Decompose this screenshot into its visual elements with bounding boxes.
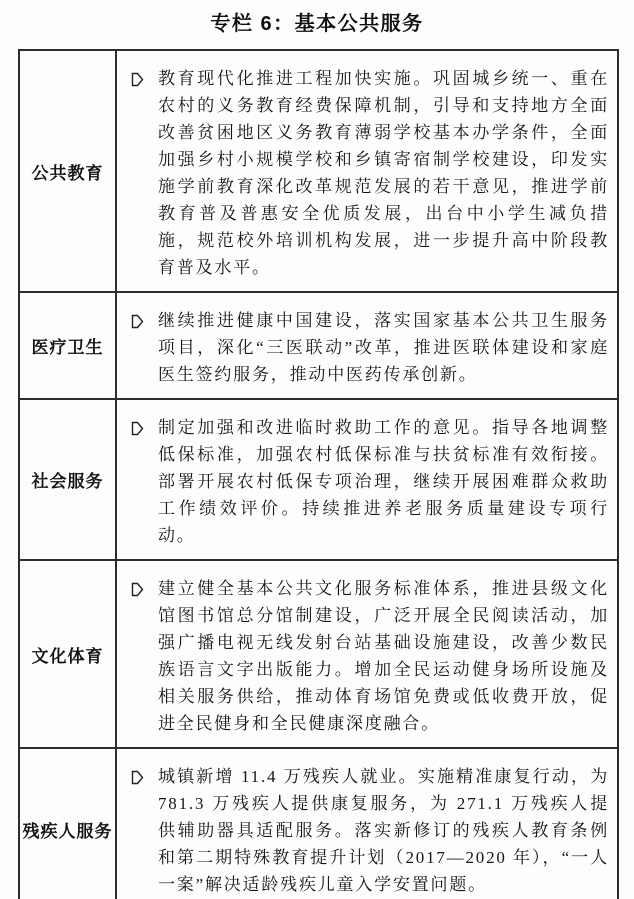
row-text: 制定加强和改进临时救助工作的意见。指导各地调整低保标准，加强农村低保标准与扶贫标准有效衔接。部署开展农村低保专项治理，继续开展困难群众救助工作绩效评价。持续推进养老服务质量建设专项行动。 xyxy=(158,418,609,545)
table-row xyxy=(20,400,617,561)
row-text: 继续推进健康中国建设，落实国家基本公共卫生服务项目，深化“三医联动”改革，推进医联体建设和家庭医生签约服务，推动中医药传承创新。 xyxy=(158,311,609,384)
row-text: 城镇新增 11.4 万残疾人就业。实施精准康复行动，为 781.3 万残疾人提供康复服务，为 271.1 万残疾人提供辅助器具适配服务。落实新修订的残疾人教育条例和第二期特殊教育提升计划（2017—2020 年），“一人一案”解决适龄残疾儿童入学安置问题。 xyxy=(158,767,609,894)
row-text: 教育现代化推进工程加快实施。巩固城乡统一、重在农村的义务教育经费保障机制，引导和支持地方全面改善贫困地区义务教育薄弱学校基本办学条件，全面加强乡村小规模学校和乡镇寄宿制学校建设，印发实施学前教育深化改革规范发展的若干意见，推进学前教育普及普惠安全优质发展，出台中小学生减负措施，规范校外培训机构发展，进一步提升高中阶段教育普及水平。 xyxy=(158,69,609,277)
page-title: 专栏 6：基本公共服务 xyxy=(210,13,424,35)
table-row xyxy=(20,51,617,293)
row-content xyxy=(117,400,617,559)
right-arrow-bullet-icon xyxy=(131,72,144,87)
right-arrow-bullet-icon xyxy=(131,582,144,597)
table-row xyxy=(20,561,617,749)
row-label: 医疗卫生 xyxy=(20,293,117,398)
right-arrow-bullet-icon xyxy=(131,314,144,329)
table-row xyxy=(20,749,617,899)
row-content xyxy=(117,749,617,899)
basic-public-services-table xyxy=(18,49,619,899)
right-arrow-bullet-icon xyxy=(131,770,144,785)
row-label: 残疾人服务 xyxy=(20,749,117,899)
table-row xyxy=(20,293,617,400)
row-label: 社会服务 xyxy=(20,400,117,559)
row-text: 建立健全基本公共文化服务标准体系，推进县级文化馆图书馆总分馆制建设，广泛开展全民阅读活动，加强广播电视无线发射台站基础设施建设，改善少数民族语言文字出版能力。增加全民运动健身场所设施及相关服务供给，推动体育场馆免费或低收费开放，促进全民健身和全民健康深度融合。 xyxy=(158,579,609,733)
row-label: 文化体育 xyxy=(20,561,117,747)
row-content xyxy=(117,561,617,747)
row-label: 公共教育 xyxy=(20,51,117,291)
right-arrow-bullet-icon xyxy=(131,421,144,436)
row-content xyxy=(117,51,617,291)
row-content xyxy=(117,293,617,398)
